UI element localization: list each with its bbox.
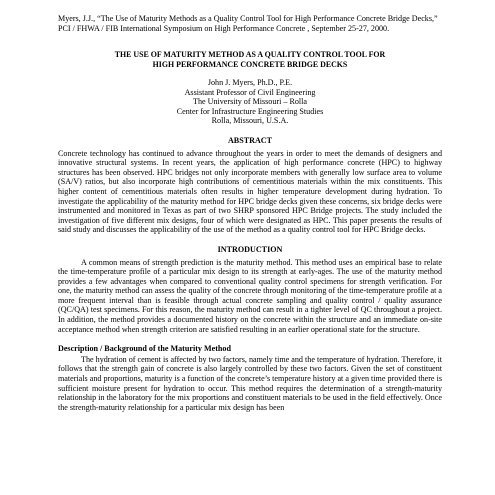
title-line-2: HIGH PERFORMANCE CONCRETE BRIDGE DECKS <box>152 59 348 69</box>
background-heading: Description / Background of the Maturity Method <box>58 344 231 354</box>
paper-page <box>58 14 442 422</box>
paper-title <box>58 50 442 69</box>
author-location: Rolla, Missouri, U.S.A. <box>211 116 289 126</box>
introduction-text: A common means of strength prediction is the maturity method. This method uses an empirical base to relate the time-temperature profile of a particular mix design to its strength at early-ages. The use of the maturity method provides a few advantages when compared to conventional quality control specimens for strength verification. For one, the maturity method can assess the quality of the concrete through monitoring of the time-temperature profile at a more frequent interval than is feasible through actual concrete sampling and quality control / quality assurance (QC/QA) test specimens. For this reason, the maturity method can result in a tighter level of QC throughout a project. In addition, the method provides a documented history on the concrete within the structure and an immediate on-site acceptance method when strength criterion are satisfied resulting in an earlier operational state for the structure. <box>58 257 442 334</box>
author-university: The University of Missouri – Rolla <box>193 97 307 107</box>
author-block <box>58 78 442 126</box>
abstract-text: Concrete technology has continued to advance throughout the years in order to meet the demands of designers and innovative structural systems. In recent years, the application of high performance concrete (HPC) to highway structures has been observed. HPC bridges not only incorporate members with generally low surface area to volume (SA/V) ratios, but also incorporate high contributions of cementitious materials within the mix constituents. This higher content of cementitious materials often results in higher temperature development during hydration. To investigate the applicability of the maturity method for HPC bridge decks given these concerns, six bridge decks were instrumented and monitored in Texas as part of two SHRP sponsored HPC Bridge projects. The study included the investigation of five different mix designs, four of which were designated as HPC. This paper presents the results of said study and discusses the applicability of the use of the method as a quality control tool for HPC Bridge decks. <box>58 148 442 235</box>
author-name: John J. Myers, Ph.D., P.E. <box>207 78 293 87</box>
citation: Myers, J.J., “The Use of Maturity Methods as a Quality Control Tool for High Performance Concrete Bridge Decks,” PCI / FHWA / FIB International Symposium on High Performance Concrete , September 25-27, 2000. <box>58 14 438 33</box>
title-line-1: THE USE OF MATURITY METHOD AS A QUALITY CONTROL TOOL FOR <box>114 50 386 60</box>
author-center: Center for Infrastructure Engineering Studies <box>176 106 324 116</box>
introduction-heading: INTRODUCTION <box>217 244 283 254</box>
background-text: The hydration of cement is affected by two factors, namely time and the temperature of hydration. Therefore, it follows that the strength gain of concrete is also largely controlled by these two factors. Given the set of constituent materials and proportions, maturity is a function of the concrete’s temperature history at a given time provided there is sufficient moisture present for hydration to occur. This method requires the determination of a strength-maturity relationship in the laboratory for the mix proportions and constituent materials to be used in the field effectively. Once the strength-maturity relationship for a particular mix design has been <box>58 354 442 412</box>
author-position: Assistant Professor of Civil Engineering <box>184 87 316 97</box>
abstract-heading: ABSTRACT <box>227 135 273 145</box>
